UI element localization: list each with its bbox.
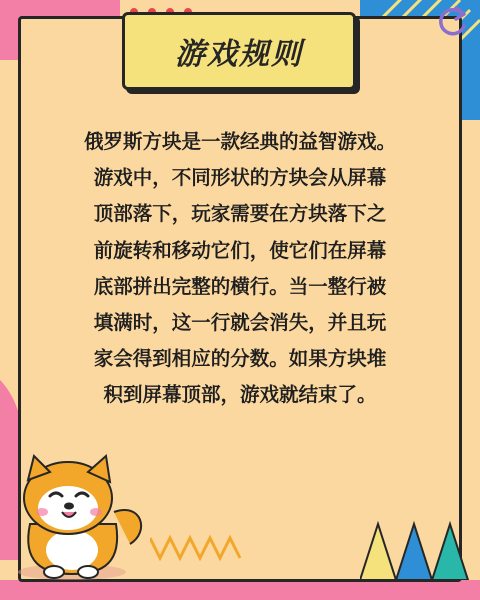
paragraph-line: 游戏中，不同形状的方块会从屏幕 [93, 166, 387, 190]
paragraph-line: 家会得到相应的分数。如果方块堆 [93, 347, 387, 371]
paragraph-line: 顶部落下，玩家需要在方块落下之 [93, 202, 387, 226]
paragraph-line: 填满时，这一行就会消失，并且玩 [93, 311, 387, 335]
reload-button[interactable] [432, 2, 472, 42]
page-title: 游戏规则 [175, 37, 303, 72]
paragraph-line: 俄罗斯方块是一款经典的益智游戏。 [83, 130, 396, 153]
reload-icon [432, 2, 472, 42]
zigzag-decoration [150, 528, 250, 568]
rules-paragraph [40, 124, 440, 414]
paragraph-line: 底部拼出完整的横行。当一整行被 [93, 274, 387, 298]
paragraph-line: 积到屏幕顶部，游戏就结束了。 [103, 383, 377, 407]
shiba-dog-icon [2, 452, 152, 582]
title-plate [122, 12, 356, 90]
triangles-decoration [360, 516, 470, 580]
paragraph-line: 前旋转和移动它们，使它们在屏幕 [93, 238, 387, 262]
